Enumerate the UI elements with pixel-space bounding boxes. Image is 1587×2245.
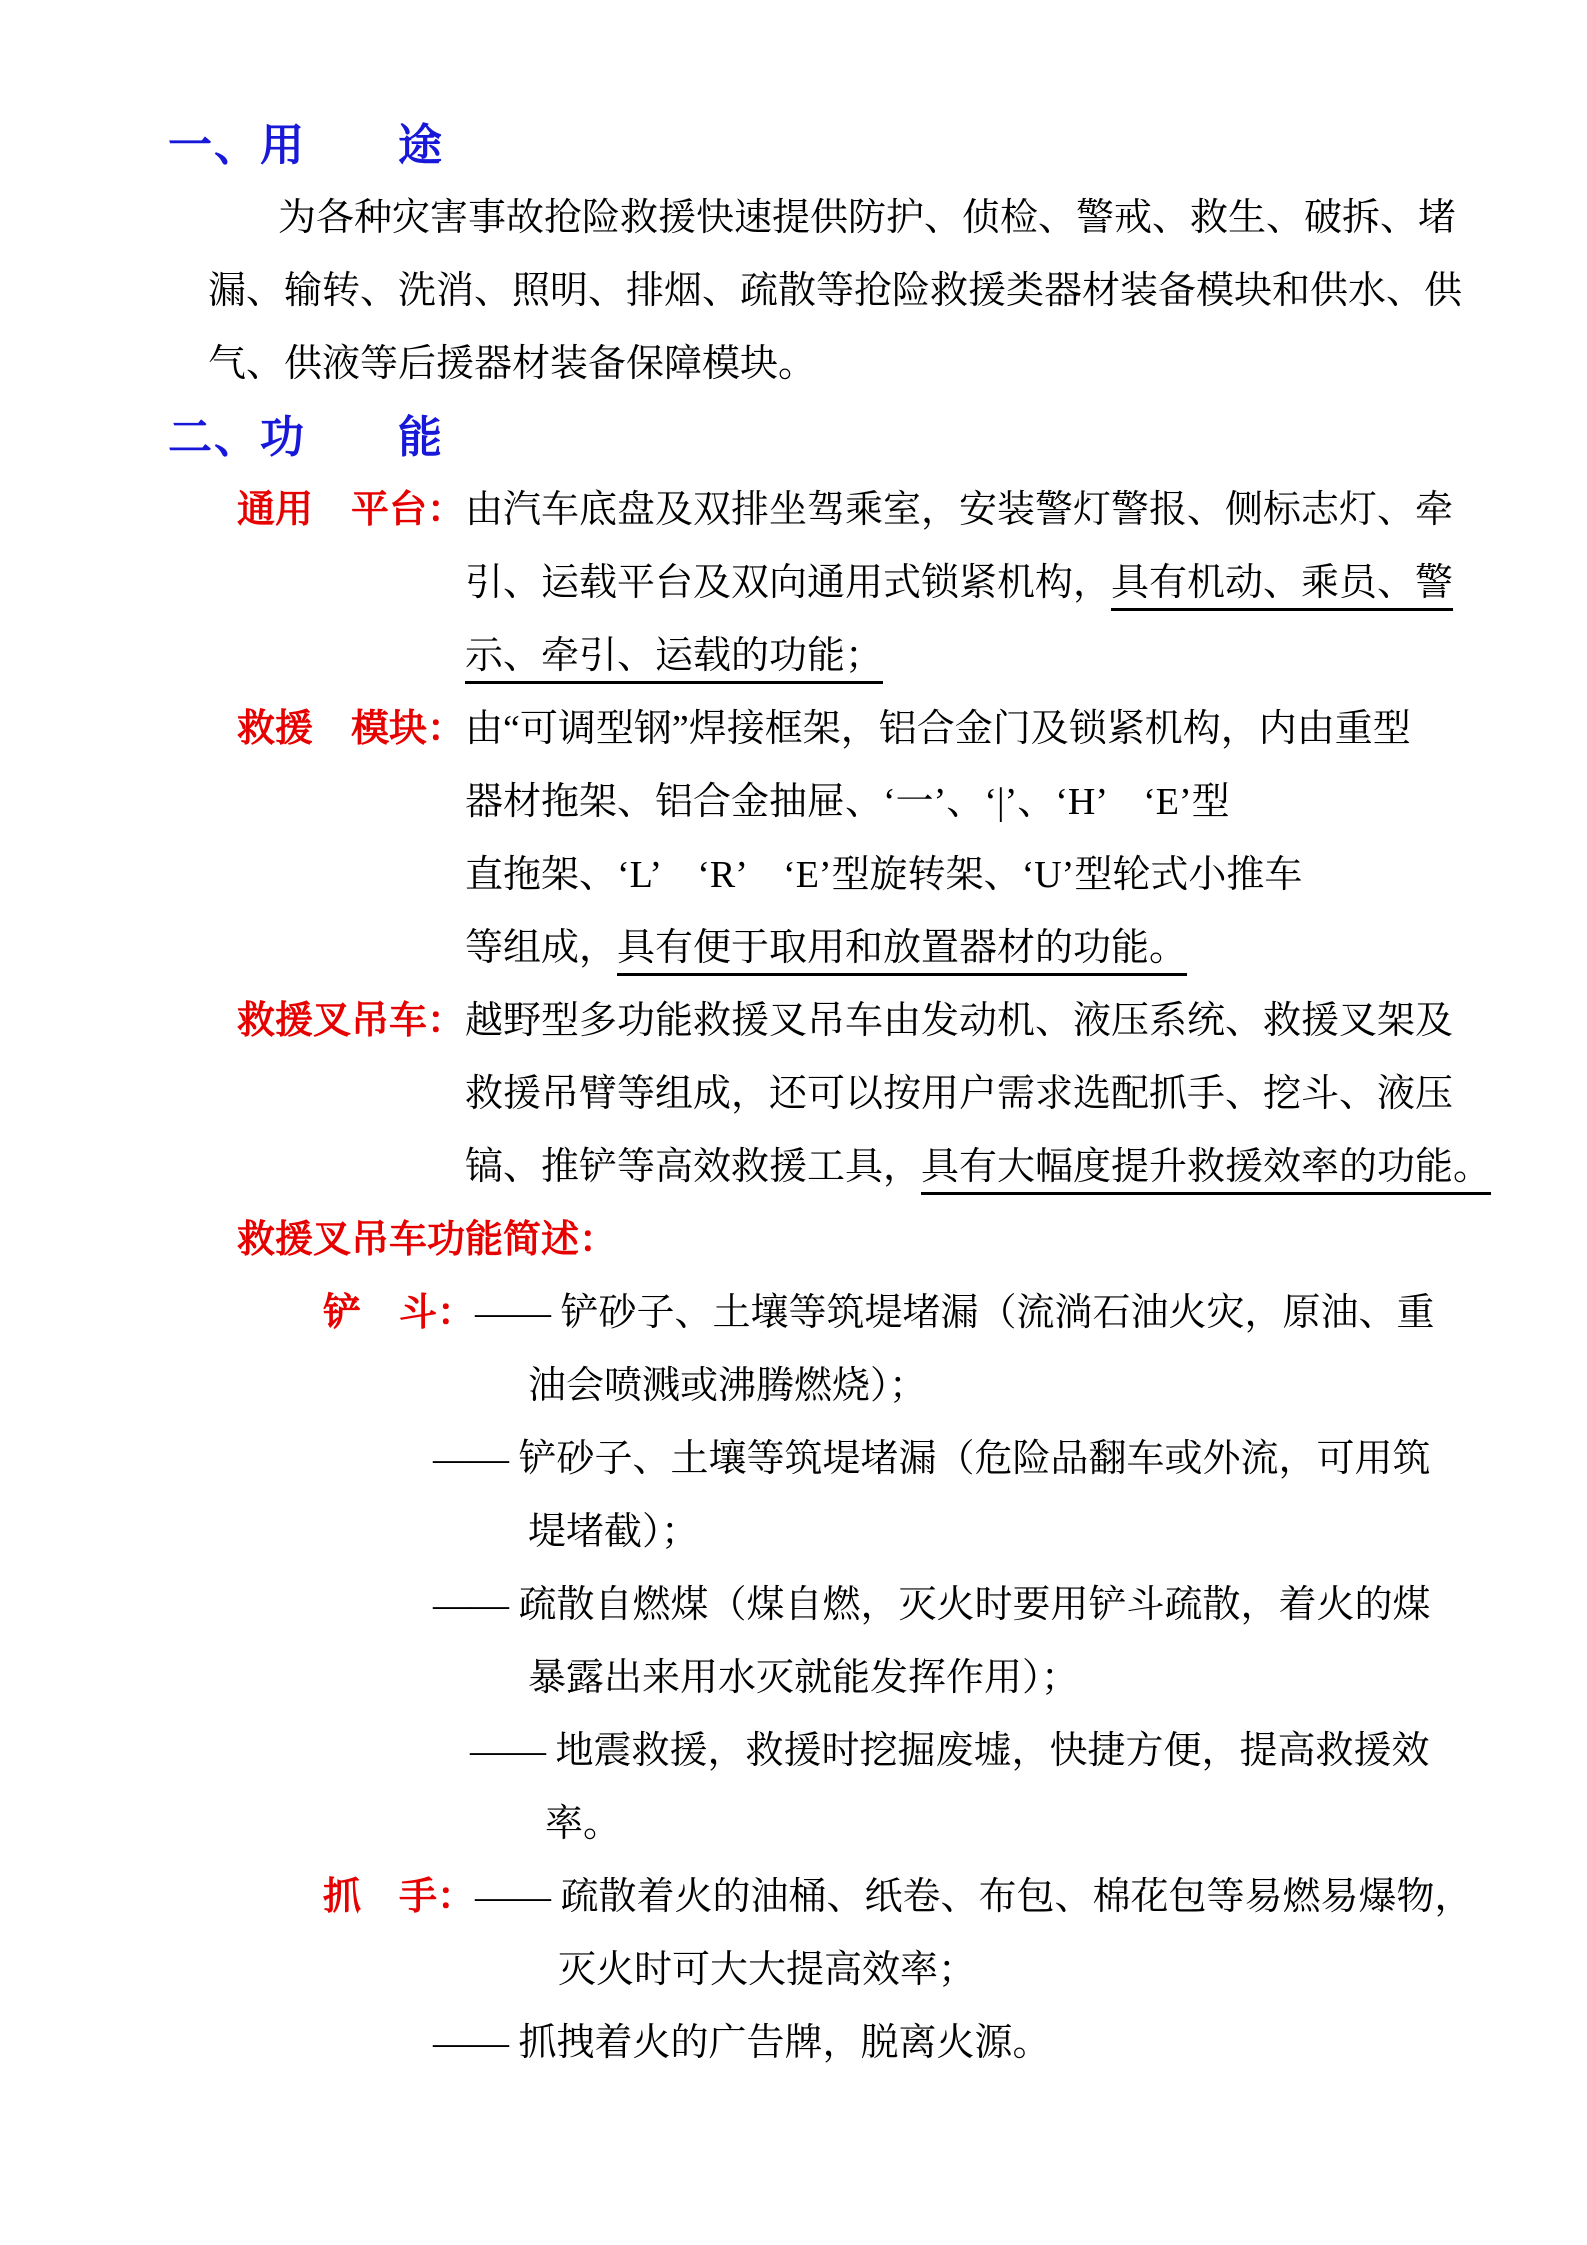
body-text: 灭火时可大大提高效率；	[558, 1949, 977, 1991]
definition-label: 铲 斗：	[323, 1292, 476, 1334]
bullet-line	[433, 1564, 1587, 1637]
body-text: 暴露出来用水灭就能发挥作用）；	[528, 1657, 1080, 1699]
paragraph-line	[208, 250, 1587, 323]
body-text: —— 疏散着火的油桶、纸卷、布包、棉花包等易燃易爆物，	[475, 1876, 1473, 1918]
body-text: 器材拖架、铝合金抽屉、‘一’、‘|’、‘H’ ‘E’型	[465, 781, 1230, 823]
sub-heading: 救援叉吊车功能简述：	[237, 1219, 618, 1261]
bullet-continuation-line	[528, 1637, 1587, 1710]
paragraph-line	[278, 177, 1587, 250]
bullet-continuation-line	[558, 1929, 1587, 2002]
definition-label: 抓 手：	[323, 1876, 476, 1918]
body-text: 漏、输转、洗消、照明、排烟、疏散等抢险救援类器材装备模块和供水、供	[208, 270, 1463, 312]
body-text: 直拖架、‘L’ ‘R’ ‘E’型旋转架、‘U’型轮式小推车	[465, 854, 1303, 896]
body-text: 等组成，	[465, 927, 618, 969]
body-text: 为各种灾害事故抢险救援快速提供防护、侦检、警戒、救生、破拆、堵	[278, 197, 1457, 239]
body-text: 引、运载平台及双向通用式锁紧机构，	[465, 562, 1112, 604]
body-text: 镐、推铲等高效救援工具，	[465, 1146, 922, 1188]
continuation-line	[465, 834, 1587, 907]
continuation-line	[465, 1053, 1587, 1126]
bullet-continuation-line	[545, 1783, 1587, 1856]
continuation-line	[465, 1126, 1587, 1199]
body-text: 气、供液等后援器材装备保障模块。	[208, 343, 817, 385]
continuation-line	[465, 615, 1587, 688]
bullet-line	[323, 1856, 1587, 1929]
continuation-line	[465, 907, 1587, 980]
definition-line	[237, 688, 1587, 761]
body-text: 由汽车底盘及双排坐驾乘室，安装警灯警报、侧标志灯、牵	[465, 489, 1454, 531]
body-text: —— 铲砂子、土壤等筑堤堵漏（流淌石油火灾，原油、重	[475, 1292, 1435, 1334]
body-text: —— 抓拽着火的广告牌，脱离火源。	[433, 2022, 1051, 2064]
bullet-line	[433, 2002, 1587, 2075]
body-text: —— 疏散自燃煤（煤自燃，灭火时要用铲斗疏散，着火的煤	[433, 1584, 1431, 1626]
body-text: 油会喷溅或沸腾燃烧）；	[528, 1365, 928, 1407]
body-text: 率。	[545, 1803, 622, 1845]
definition-line	[237, 469, 1587, 542]
body-text: 救援吊臂等组成，还可以按用户需求选配抓手、挖斗、液压	[465, 1073, 1454, 1115]
underlined-text: 具有大幅度提升救援效率的功能。	[921, 1146, 1492, 1188]
bullet-line	[323, 1272, 1587, 1345]
continuation-line	[465, 761, 1587, 834]
underlined-text: 示、牵引、运载的功能；	[465, 635, 884, 677]
body-text: —— 地震救援，救援时挖掘废墟，快捷方便，提高救援效	[470, 1730, 1430, 1772]
definition-label: 救援 模块：	[237, 708, 466, 750]
bullet-line	[433, 1418, 1587, 1491]
underlined-text: 具有机动、乘员、警	[1111, 562, 1454, 604]
underlined-text: 具有便于取用和放置器材的功能。	[617, 927, 1188, 969]
bullet-continuation-line	[528, 1345, 1587, 1418]
body-text: 由“可调型钢”焊接框架，铝合金门及锁紧机构，内由重型	[465, 708, 1411, 750]
definition-line	[237, 980, 1587, 1053]
bullet-line	[470, 1710, 1587, 1783]
body-text: 越野型多功能救援叉吊车由发动机、液压系统、救援叉架及	[465, 1000, 1454, 1042]
document-content	[0, 104, 1587, 2075]
bullet-continuation-line	[528, 1491, 1587, 1564]
definition-label: 救援叉吊车：	[237, 1000, 466, 1042]
body-text: 堤堵截）；	[528, 1511, 700, 1553]
section-heading: 二、功 能	[168, 412, 444, 462]
body-text: —— 铲砂子、土壤等筑堤堵漏（危险品翻车或外流，可用筑	[433, 1438, 1431, 1480]
continuation-line	[465, 542, 1587, 615]
section-heading: 一、用 途	[168, 120, 444, 170]
paragraph-line	[208, 323, 1587, 396]
definition-label: 通用 平台：	[237, 489, 466, 531]
